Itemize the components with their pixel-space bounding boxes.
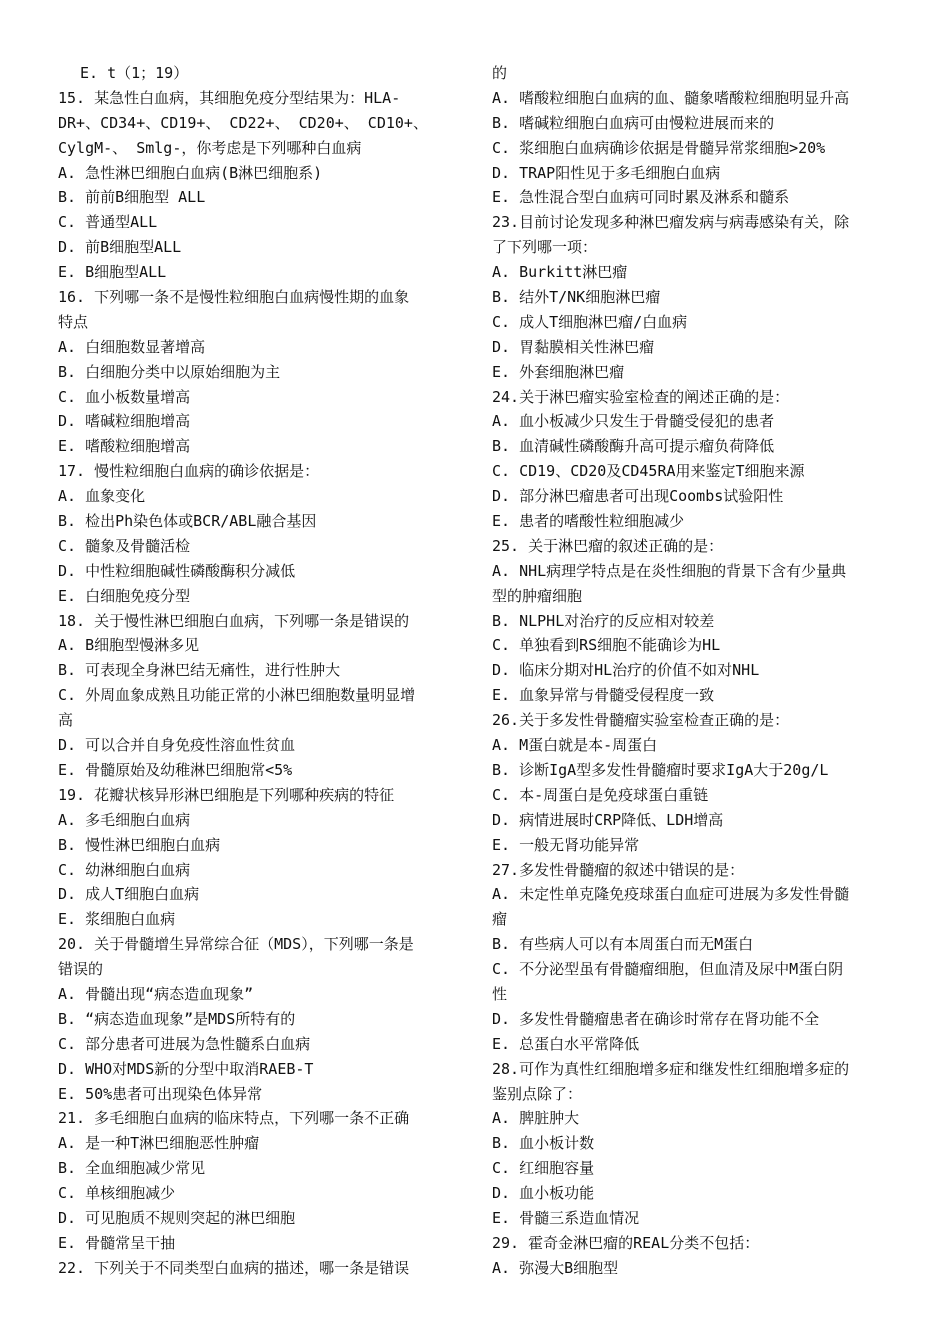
text-line: C. 本-周蛋白是免疫球蛋白重链: [492, 785, 709, 804]
text-line: B. 全血细胞减少常见: [58, 1159, 206, 1178]
text-line: 性: [492, 984, 508, 1003]
text-line: B. 可表现全身淋巴结无痛性，进行性肿大: [58, 661, 341, 680]
text-line: 27.多发性骨髓瘤的叙述中错误的是：: [492, 860, 745, 879]
text-line: B. 有些病人可以有本周蛋白而无M蛋白: [492, 935, 754, 954]
text-line: E. 嗜酸粒细胞增高: [58, 437, 191, 456]
text-line: E. 浆细胞白血病: [58, 910, 176, 929]
text-line: C. 红细胞容量: [492, 1159, 595, 1178]
text-line: C. 幼淋细胞白血病: [58, 860, 191, 879]
text-line: 特点: [58, 312, 89, 331]
text-line: E. 白细胞免疫分型: [58, 586, 191, 605]
text-line: C. 外周血象成熟且功能正常的小淋巴细胞数量明显增: [58, 686, 416, 705]
text-line: 16. 下列哪一条不是慢性粒细胞白血病慢性期的血象: [58, 288, 410, 307]
text-line: C. 成人T细胞淋巴瘤/白血病: [492, 312, 688, 331]
text-line: C. 部分患者可进展为急性髓系白血病: [58, 1034, 311, 1053]
text-line: A. M蛋白就是本-周蛋白: [492, 736, 658, 755]
text-line: D. 血小板功能: [492, 1184, 595, 1203]
text-line: E. 骨髓原始及幼稚淋巴细胞常<5%: [58, 760, 293, 779]
text-line: A. 血象变化: [58, 487, 146, 506]
text-line: DR+、CD34+、CD19+、 CD22+、 CD20+、 CD10+、: [58, 113, 428, 132]
text-line: A. 血小板减少只发生于骨髓受侵犯的患者: [492, 412, 775, 431]
text-line: B. 前前B细胞型 ALL: [58, 188, 206, 207]
text-line: E. 骨髓常呈干抽: [58, 1233, 176, 1252]
text-line: A. 多毛细胞白血病: [58, 810, 191, 829]
text-line: 20. 关于骨髓增生异常综合征（MDS），下列哪一条是: [58, 935, 414, 954]
text-line: 高: [58, 711, 74, 730]
text-line: D. 病情进展时CRP降低、LDH增高: [492, 810, 724, 829]
text-line: 17. 慢性粒细胞白血病的确诊依据是：: [58, 462, 320, 481]
text-line: 型的肿瘤细胞: [492, 586, 583, 605]
text-line: E. 一般无肾功能异常: [492, 835, 640, 854]
text-line: E. 50%患者可出现染色体异常: [58, 1084, 263, 1103]
text-line: D. 可见胞质不规则突起的淋巴细胞: [58, 1208, 296, 1227]
text-line: B. 慢性淋巴细胞白血病: [58, 835, 221, 854]
text-line: C. 单核细胞减少: [58, 1184, 176, 1203]
left-column: [58, 61, 462, 1281]
text-line: E. t（1；19）: [80, 64, 189, 82]
text-line: B. NLPHL对治疗的反应相对较差: [492, 611, 715, 630]
text-line: B. 诊断IgA型多发性骨髓瘤时要求IgA大于20g/L: [492, 760, 829, 779]
text-line: A. 白细胞数显著增高: [58, 337, 206, 356]
text-line: D. 胃黏膜相关性淋巴瘤: [492, 337, 655, 356]
text-line: A. 是一种T淋巴细胞恶性肿瘤: [58, 1134, 260, 1153]
text-line: E. 急性混合型白血病可同时累及淋系和髓系: [492, 188, 790, 207]
text-line: D. 多发性骨髓瘤患者在确诊时常存在肾功能不全: [492, 1009, 820, 1028]
text-line: C. 血小板数量增高: [58, 387, 191, 406]
text-line: 瘤: [492, 910, 508, 929]
text-line: B. 结外T/NK细胞淋巴瘤: [492, 288, 661, 307]
text-line: A. 急性淋巴细胞白血病(B淋巴细胞系): [58, 163, 323, 182]
text-line: D. 嗜碱粒细胞增高: [58, 412, 191, 431]
text-line: D. 可以合并自身免疫性溶血性贫血: [58, 736, 296, 755]
text-line: 18. 关于慢性淋巴细胞白血病，下列哪一条是错误的: [58, 611, 410, 630]
text-line: D. 中性粒细胞碱性磷酸酶积分减低: [58, 561, 296, 580]
right-column: [492, 61, 896, 1281]
text-line: D. 临床分期对HL治疗的价值不如对NHL: [492, 661, 760, 680]
text-line: A. 弥漫大B细胞型: [492, 1258, 619, 1277]
text-line: A. 未定性单克隆免疫球蛋白血症可进展为多发性骨髓: [492, 885, 850, 904]
text-line: 25. 关于淋巴瘤的叙述正确的是：: [492, 536, 724, 555]
text-line: B. 血清碱性磷酸酶升高可提示瘤负荷降低: [492, 437, 775, 456]
text-line: B. 嗜碱粒细胞白血病可由慢粒进展而来的: [492, 113, 775, 132]
text-line: 22. 下列关于不同类型白血病的描述，哪一条是错误: [58, 1258, 410, 1277]
text-line: A. 脾脏肿大: [492, 1109, 580, 1128]
text-line: A. NHL病理学特点是在炎性细胞的背景下含有少量典: [492, 561, 847, 580]
text-line: D. WHO对MDS新的分型中取消RAEB-T: [58, 1059, 314, 1078]
text-line: B. 检出Ph染色体或BCR/ABL融合基因: [58, 512, 317, 531]
text-line: B. 白细胞分类中以原始细胞为主: [58, 362, 281, 381]
text-line: 23.目前讨论发现多种淋巴瘤发病与病毒感染有关，除: [492, 213, 850, 232]
text-line: C. 髓象及骨髓活检: [58, 536, 191, 555]
text-line: D. 部分淋巴瘤患者可出现Coombs试验阳性: [492, 487, 784, 506]
text-line: E. 骨髓三系造血情况: [492, 1208, 640, 1227]
text-line: E. 外套细胞淋巴瘤: [492, 362, 625, 381]
text-line: C. 不分泌型虽有骨髓瘤细胞，但血清及尿中M蛋白阴: [492, 960, 844, 979]
text-line: E. B细胞型ALL: [58, 263, 167, 282]
text-line: 26.关于多发性骨髓瘤实验室检查正确的是：: [492, 711, 790, 730]
text-line: CylgM-、 Smlg-，你考虑是下列哪种白血病: [58, 138, 362, 157]
text-line: C. CD19、CD20及CD45RA用来鉴定T细胞来源: [492, 462, 805, 481]
text-line: 28.可作为真性红细胞增多症和继发性红细胞增多症的: [492, 1059, 850, 1078]
text-line: 的: [492, 64, 508, 82]
text-line: 29. 霍奇金淋巴瘤的REAL分类不包括：: [492, 1233, 760, 1252]
text-line: 15. 某急性白血病，其细胞免疫分型结果为：HLA-: [58, 88, 401, 107]
text-line: 错误的: [58, 960, 104, 979]
text-line: C. 单独看到RS细胞不能确诊为HL: [492, 636, 721, 655]
text-line: E. 患者的嗜酸性粒细胞减少: [492, 512, 685, 531]
text-line: B. “病态造血现象”是MDS所特有的: [58, 1009, 296, 1028]
text-line: D. 前B细胞型ALL: [58, 238, 182, 257]
text-line: E. 血象异常与骨髓受侵程度一致: [492, 686, 715, 705]
text-line: A. 嗜酸粒细胞白血病的血、髓象嗜酸粒细胞明显升高: [492, 88, 850, 107]
text-line: A. B细胞型慢淋多见: [58, 636, 200, 655]
text-line: B. 血小板计数: [492, 1134, 595, 1153]
text-line: 了下列哪一项：: [492, 238, 598, 257]
text-line: 21. 多毛细胞白血病的临床特点，下列哪一条不正确: [58, 1109, 410, 1128]
text-line: 鉴别点除了：: [492, 1084, 583, 1103]
text-line: E. 总蛋白水平常降低: [492, 1034, 640, 1053]
text-line: A. 骨髓出现“病态造血现象”: [58, 984, 254, 1003]
text-line: D. TRAP阳性见于多毛细胞白血病: [492, 163, 721, 182]
text-line: D. 成人T细胞白血病: [58, 885, 200, 904]
text-line: 19. 花瓣状核异形淋巴细胞是下列哪种疾病的特征: [58, 785, 395, 804]
text-line: C. 浆细胞白血病确诊依据是骨髓异常浆细胞>20%: [492, 138, 826, 157]
text-line: 24.关于淋巴瘤实验室检查的阐述正确的是：: [492, 387, 790, 406]
text-line: C. 普通型ALL: [58, 213, 158, 232]
text-line: A. Burkitt淋巴瘤: [492, 263, 628, 282]
